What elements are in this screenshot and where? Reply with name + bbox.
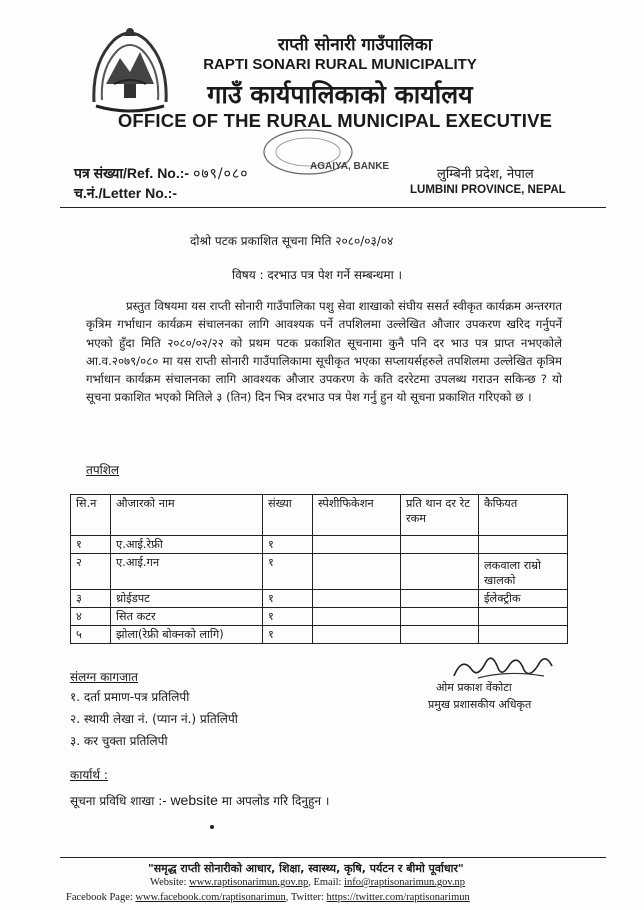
office-stamp bbox=[258, 126, 398, 188]
cell-rate bbox=[401, 608, 479, 626]
action-website-word: website bbox=[170, 792, 218, 808]
cell-quantity: १ bbox=[263, 554, 313, 590]
cell-quantity: १ bbox=[263, 590, 313, 608]
cell-sn: १ bbox=[71, 536, 111, 554]
email-label: , Email: bbox=[308, 877, 342, 888]
ref-value: ०७९/०८० bbox=[193, 166, 249, 182]
table-row bbox=[71, 554, 568, 590]
facebook-label: Facebook Page: bbox=[66, 892, 133, 903]
signatory-name: ओम प्रकाश वेंकोटा bbox=[436, 681, 512, 694]
action-text bbox=[70, 792, 329, 809]
cell-item-name: ए.आई.गन bbox=[111, 554, 263, 590]
footer-social-line bbox=[66, 892, 470, 903]
website-label: Website: bbox=[150, 877, 187, 888]
header-divider bbox=[60, 207, 606, 208]
province-english: LUMBINI PROVINCE, NEPAL bbox=[410, 184, 566, 196]
cell-item-name: थ्रोईडपट bbox=[111, 590, 263, 608]
website-link[interactable]: www.raptisonarimun.gov.np bbox=[189, 877, 309, 888]
header-rate: प्रति थान दर रेट रकम bbox=[401, 495, 479, 536]
twitter-link[interactable]: https://twitter.com/raptisonarimun bbox=[326, 892, 470, 903]
notice-date: दोश्रो पटक प्रकाशित सूचना मिति २०८०/०३/०४ bbox=[190, 234, 394, 248]
province-nepali: लुम्बिनी प्रदेश, नेपाल bbox=[437, 167, 534, 182]
cell-specification bbox=[313, 608, 401, 626]
cell-remarks: लकवाला राम्रो खालको bbox=[479, 554, 568, 590]
cell-sn: ४ bbox=[71, 608, 111, 626]
footer-slogan: "समृद्ध राप्ती सोनारीको आधार, शिक्षा, स्वास्थ्य, कृषि, पर्यटन र बीमो पूर्वाधार" bbox=[148, 862, 464, 875]
cell-rate bbox=[401, 626, 479, 644]
header-remarks: कैफियत bbox=[479, 495, 568, 536]
cell-rate bbox=[401, 536, 479, 554]
ref-label: पत्र संख्या/Ref. No.:- bbox=[74, 165, 190, 181]
table-header-row bbox=[71, 495, 568, 536]
cell-item-name: सित कटर bbox=[111, 608, 263, 626]
cell-specification bbox=[313, 590, 401, 608]
header-specification: स्पेशीफिकेशन bbox=[313, 495, 401, 536]
header-sn: सि.न bbox=[71, 495, 111, 536]
action-heading: कार्यार्थ : bbox=[70, 768, 108, 782]
cell-remarks bbox=[479, 626, 568, 644]
cell-sn: २ bbox=[71, 554, 111, 590]
office-name-nepali: गाउँ कार्यपालिकाको कार्यालय bbox=[207, 80, 473, 109]
email-link[interactable]: info@raptisonarimun.gov.np bbox=[344, 877, 466, 888]
header-item-name: औजारको नाम bbox=[111, 495, 263, 536]
cell-remarks bbox=[479, 608, 568, 626]
cell-quantity: १ bbox=[263, 626, 313, 644]
footer-divider bbox=[60, 857, 606, 858]
municipality-name-nepali: राप्ती सोनारी गाउँपालिका bbox=[277, 35, 433, 55]
action-prefix: सूचना प्रविधि शाखा :- bbox=[70, 794, 167, 808]
ref-number bbox=[74, 164, 248, 183]
cell-specification bbox=[313, 536, 401, 554]
cell-specification bbox=[313, 626, 401, 644]
notice-paragraph: प्रस्तुत विषयमा यस राप्ती सोनारी गाउँपालिका पशु सेवा शाखाको संघीय ससर्त स्वीकृत कार्यक्रम अन्तरगत कृत्रिम गर्भाधान कार्यक्रम संचालनका लागि आवश्यक पर्ने तपशिलमा उल्लेखित औजार उपकरण खरिद गर्नुपर्ने भएको हुँदा मिति २०८०/०२/२२ को प्रथम पटक प्रकाशित सूचनामा कुनै पनि दर भाउ पत्र प्राप्त नभएकोले आ.व.२०७९/०८० मा यस राप्ती सोनारी गाउँपालिकामा सूचीकृत भएका सप्लायर्सहरुले तपशिलमा उल्लेखित कृत्रिम गर्भाधान कार्यक्रम संचालनका लागि आवश्यक औजार उपकरण के कति दररेटमा उपलब्ध गराउन सकिन्छ ? यो सूचना प्रकाशित भएको मितिले ३ (तिन) दिन भित्र दरभाउ पत्र पेश गर्नु हुन यो सूचना प्रकाशित गरिएको छ । bbox=[86, 299, 562, 405]
enclosure-item: ३. कर चुक्ता प्रतिलिपी bbox=[70, 734, 168, 748]
enclosures-heading: संलग्न कागजात bbox=[70, 670, 139, 684]
enclosure-item: २. स्थायी लेखा नं. (प्यान नं.) प्रतिलिपी bbox=[70, 712, 238, 726]
cell-item-name: झोला(रेफ्री बोक्नको लागि) bbox=[111, 626, 263, 644]
enclosure-item: १. दर्ता प्रमाण-पत्र प्रतिलिपी bbox=[70, 690, 190, 704]
items-table bbox=[70, 494, 568, 644]
cell-specification bbox=[313, 554, 401, 590]
signatory-title: प्रमुख प्रशासकीय अधिकृत bbox=[428, 698, 532, 711]
stamp-text: AGAIYA, BANKE bbox=[310, 161, 390, 172]
table-row bbox=[71, 626, 568, 644]
subject-line: विषय : दरभाउ पत्र पेश गर्ने सम्बन्धमा । bbox=[232, 268, 403, 282]
details-heading: तपशिल bbox=[86, 463, 120, 477]
office-name-english: OFFICE OF THE RURAL MUNICIPAL EXECUTIVE bbox=[117, 110, 553, 131]
table-row bbox=[71, 590, 568, 608]
cell-rate bbox=[401, 554, 479, 590]
cell-quantity: १ bbox=[263, 536, 313, 554]
cell-sn: ३ bbox=[71, 590, 111, 608]
ink-dot bbox=[210, 825, 214, 829]
letter-number-label: च.नं./Letter No.:- bbox=[74, 185, 177, 201]
footer-contact-line bbox=[150, 877, 465, 888]
cell-rate bbox=[401, 590, 479, 608]
header-quantity: संख्या bbox=[263, 495, 313, 536]
municipality-name-english: RAPTI SONARI RURAL MUNICIPALITY bbox=[203, 56, 477, 73]
nepal-emblem-logo bbox=[84, 22, 176, 118]
table-row bbox=[71, 608, 568, 626]
facebook-link[interactable]: www.facebook.com/raptisonarimun bbox=[135, 892, 286, 903]
cell-sn: ५ bbox=[71, 626, 111, 644]
twitter-label: , Twitter: bbox=[285, 892, 324, 903]
table-row bbox=[71, 536, 568, 554]
cell-item-name: ए.आई.रेफ्री bbox=[111, 536, 263, 554]
cell-remarks: ईलेक्ट्रीक bbox=[479, 590, 568, 608]
cell-quantity: १ bbox=[263, 608, 313, 626]
cell-remarks bbox=[479, 536, 568, 554]
action-suffix: मा अपलोड गरि दिनुहुन । bbox=[221, 794, 330, 808]
